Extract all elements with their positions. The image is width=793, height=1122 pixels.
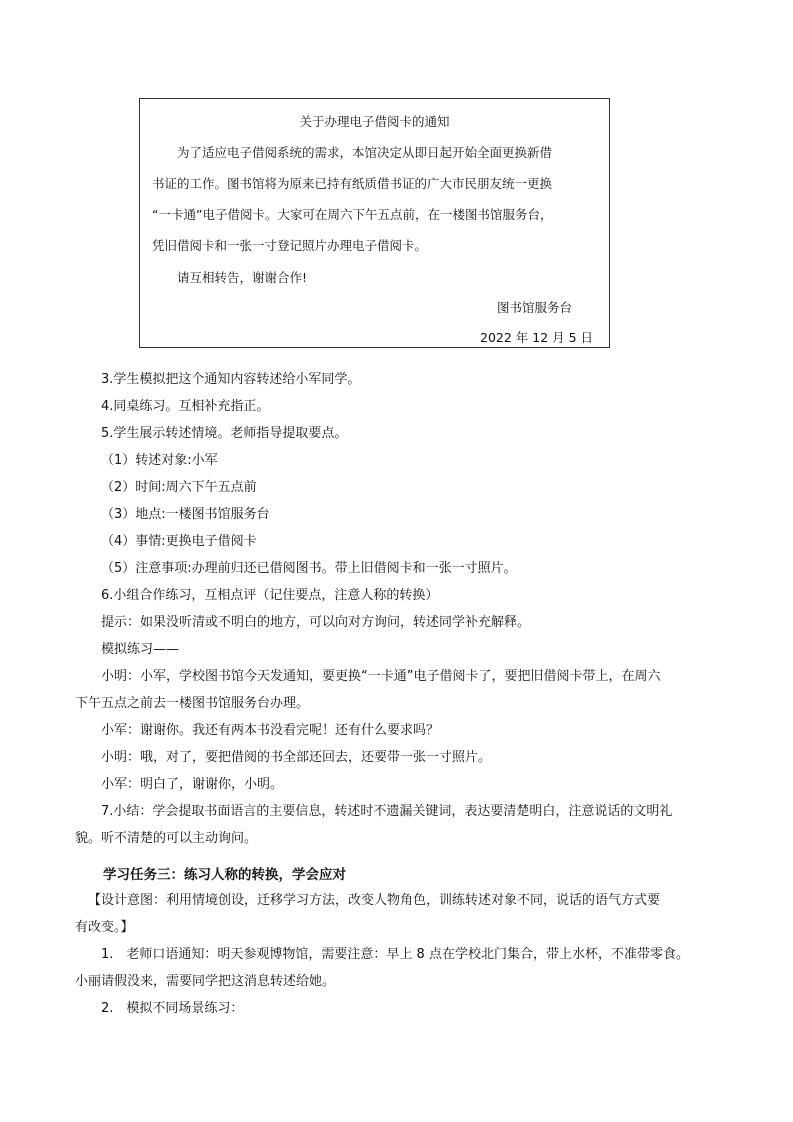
notice-body-line: 书证的工作。图书馆将为原来已持有纸质借书证的广大市民朋友统一更换	[152, 176, 553, 191]
tip: 提示：如果没听清或不明白的地方，可以向对方询问，转述同学补充解释。	[101, 615, 531, 630]
notice-body-line: “一卡通”电子借阅卡。大家可在周六下午五点前，在一楼图书馆服务台，	[152, 207, 553, 222]
point-item: （3）地点:一楼图书馆服务台	[101, 507, 270, 522]
notice-date: 2022 年 12 月 5 日	[480, 330, 594, 345]
dialogue-line: 下午五点之前去一楼图书馆服务台办理。	[75, 696, 310, 711]
notice-body-line: 为了适应电子借阅系统的需求，本馆决定从即日起开始全面更换新借	[177, 145, 553, 160]
dialogue-line: 小明：哦，对了，要把借阅的书全部还回去，还要带一张一寸照片。	[101, 750, 492, 765]
task3-heading: 学习任务三：练习人称的转换，学会应对	[103, 867, 346, 883]
point-item: （5）注意事项:办理前归还已借阅图书。带上旧借阅卡和一张一寸照片。	[101, 561, 517, 576]
notice-box	[139, 98, 610, 348]
dialogue-line: 小明：小军，学校图书馆今天发通知，要更换“一卡通”电子借阅卡了，要把旧借阅卡带上，在周六	[101, 669, 661, 684]
dialogue-line: 小军：谢谢你。我还有两本书没看完呢！还有什么要求吗？	[101, 723, 440, 738]
notice-signature: 图书馆服务台	[497, 300, 573, 315]
design-intent-line: 【设计意图：利用情境创设，迁移学习方法，改变人物角色，训练转述对象不同，说话的语气方式要	[88, 893, 661, 908]
step-7-line: 7.小结：学会提取书面语言的主要信息，转述时不遗漏关键词，表达要清楚明白，注意说话的文明礼	[101, 804, 673, 819]
dialogue-line: 小军：明白了，谢谢你，小明。	[101, 777, 284, 792]
point-item: （4）事情:更换电子借阅卡	[101, 534, 257, 549]
practice-heading: 模拟练习——	[101, 642, 180, 657]
task3-item-1: 1. 老师口语通知：明天参观博物馆，需要注意：早上 8 点在学校北门集合，带上水杯，不准带零食。	[101, 947, 689, 962]
step-5: 5.学生展示转述情境。老师指导提取要点。	[101, 426, 348, 441]
notice-closing: 请互相转告，谢谢合作!	[177, 270, 308, 285]
task3-item-2: 2. 模拟不同场景练习：	[101, 1001, 244, 1016]
notice-body-line: 凭旧借阅卡和一张一寸登记照片办理电子借阅卡。	[152, 238, 428, 253]
step-7-line: 貌。听不清楚的可以主动询问。	[75, 831, 258, 846]
task3-item-1: 小丽请假没来，需要同学把这消息转述给她。	[75, 974, 336, 989]
step-4: 4.同桌练习。互相补充指正。	[101, 399, 270, 414]
step-3: 3.学生模拟把这个通知内容转述给小军同学。	[101, 372, 361, 387]
notice-title: 关于办理电子借阅卡的通知	[299, 114, 450, 129]
point-item: （1）转述对象:小军	[101, 453, 218, 468]
step-6: 6.小组合作练习，互相点评（记住要点，注意人称的转换）	[101, 588, 439, 603]
point-item: （2）时间:周六下午五点前	[101, 480, 257, 495]
design-intent-line: 有改变。】	[75, 920, 134, 935]
